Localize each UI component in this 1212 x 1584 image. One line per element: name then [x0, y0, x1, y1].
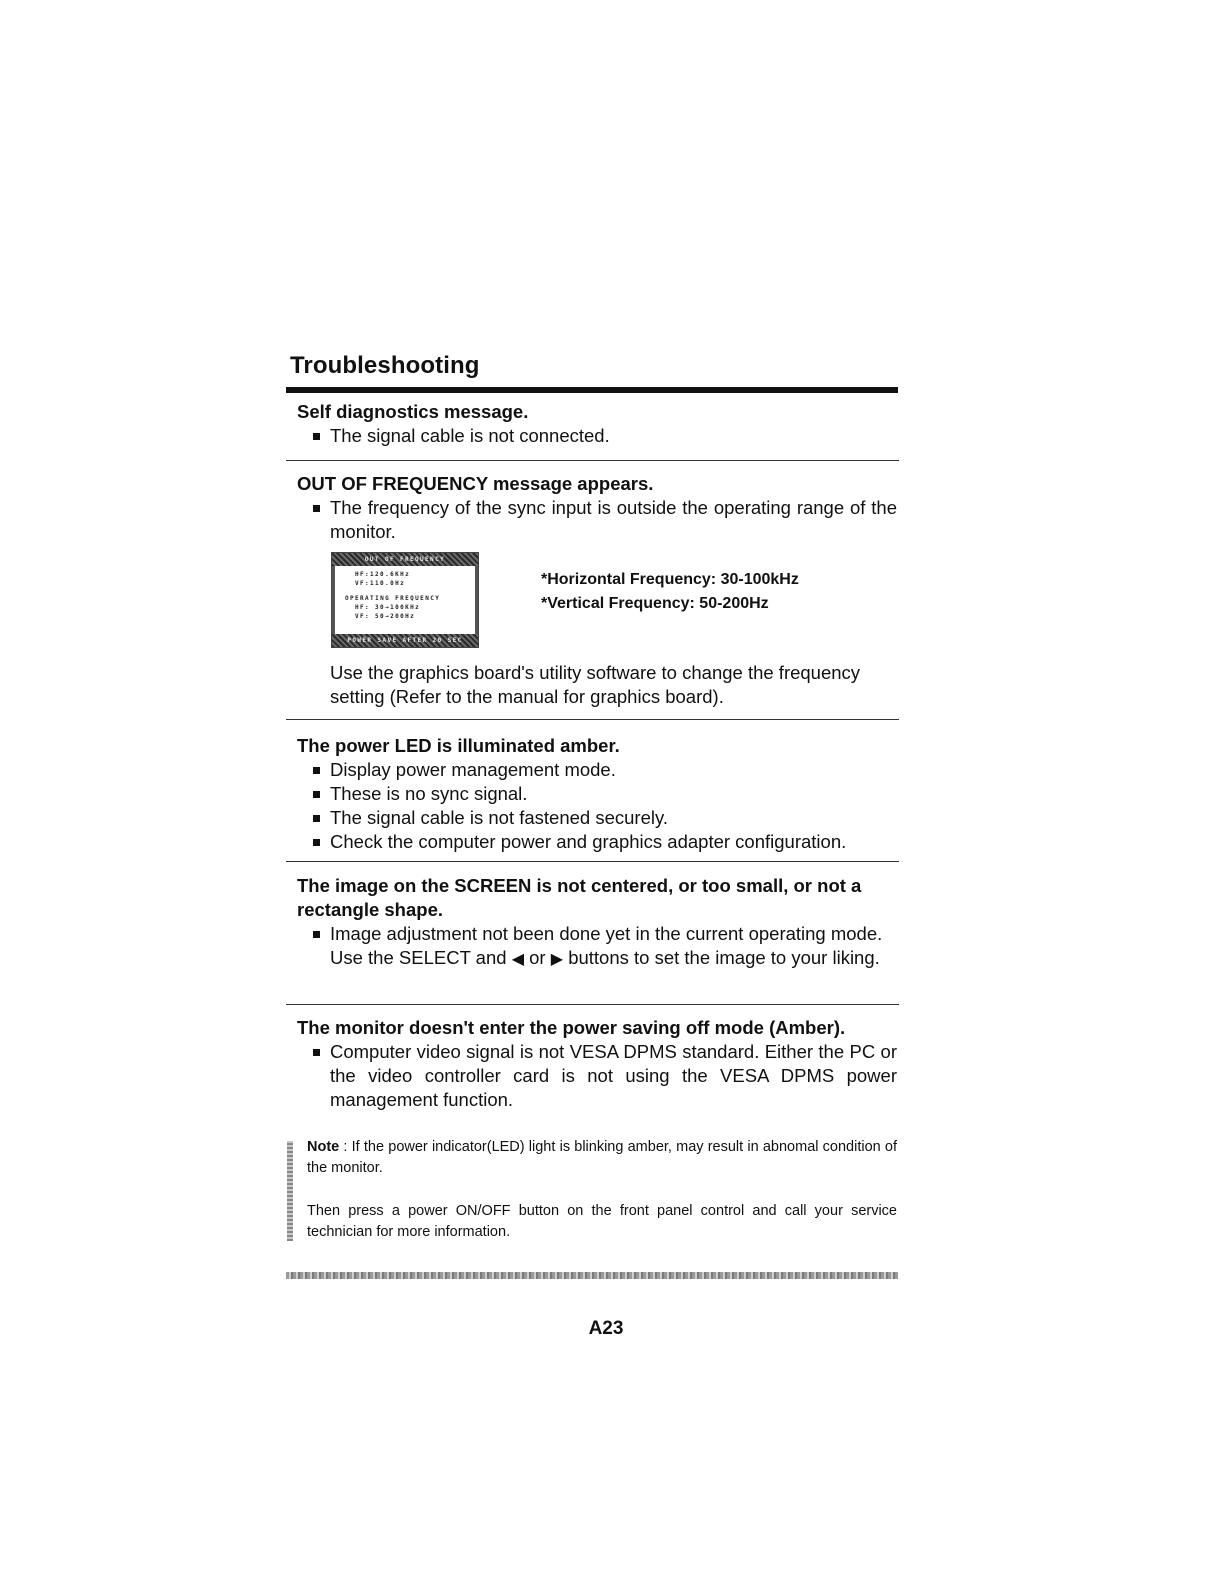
section-heading: The power LED is illuminated amber. — [297, 735, 620, 756]
osd-operating-label: OPERATING FREQUENCY — [345, 595, 441, 602]
bullet-icon — [313, 839, 320, 846]
advice-text: Use the graphics board's utility software to change the frequency setting (Refer to the manual for graphics board). — [330, 662, 861, 707]
bullet-icon — [313, 815, 320, 822]
list-item — [297, 782, 897, 806]
spec-horizontal: *Horizontal Frequency: 30-100kHz — [541, 571, 799, 588]
list-item-text: Check the computer power and graphics adapter configuration. — [330, 831, 847, 852]
section-power-led — [297, 734, 897, 854]
section-heading: OUT OF FREQUENCY message appears. — [297, 473, 654, 494]
note-label: Note — [307, 1139, 340, 1155]
osd-body — [332, 566, 478, 634]
list-item-text: These is no sync signal. — [330, 783, 528, 804]
note-text — [307, 1137, 897, 1243]
note-box — [287, 1137, 897, 1243]
bullet-icon — [313, 931, 320, 938]
note-separator: : — [339, 1139, 352, 1155]
bullet-icon — [313, 1049, 320, 1056]
section-power-saving — [297, 1016, 897, 1112]
list-item — [297, 922, 897, 972]
osd-footer: POWER SAVE AFTER 20 SEC — [332, 634, 478, 647]
title-rule — [286, 387, 898, 393]
list-item-text: The frequency of the sync input is outside the operating range of the monitor. — [330, 497, 897, 542]
osd-current-vf: VF:110.0Hz — [355, 580, 406, 587]
divider — [286, 861, 899, 862]
bullet-list — [297, 1040, 897, 1112]
note-line-2: Then press a power ON/OFF button on the front panel control and call your service technician for more information. — [307, 1203, 897, 1240]
list-item-text: Computer video signal is not VESA DPMS standard. Either the PC or the video controller card is not using the VESA DPMS power management function. — [330, 1041, 897, 1110]
spec-vertical: *Vertical Frequency: 50-200Hz — [541, 595, 769, 612]
list-item — [297, 830, 897, 854]
divider — [286, 460, 899, 461]
bullet-list — [297, 424, 897, 448]
bullet-list — [297, 496, 897, 544]
list-item — [297, 758, 897, 782]
list-item-text: buttons to set the image to your liking. — [568, 947, 880, 968]
list-item — [297, 1040, 897, 1112]
osd-range-vf: VF: 50→200Hz — [355, 613, 416, 620]
note-bar — [287, 1141, 293, 1241]
section-heading: The image on the SCREEN is not centered, or too small, or not a rectangle shape. — [297, 875, 862, 920]
page-title: Troubleshooting — [290, 352, 480, 379]
osd-message-image — [331, 552, 479, 648]
bullet-icon — [313, 791, 320, 798]
list-item-text: The signal cable is not connected. — [330, 425, 610, 446]
bottom-band — [286, 1272, 898, 1279]
bullet-icon — [313, 767, 320, 774]
divider — [286, 719, 899, 720]
right-triangle-icon: ▶ — [550, 951, 564, 968]
list-item — [297, 496, 897, 544]
page-number: A23 — [588, 1318, 624, 1339]
bullet-list — [297, 922, 897, 972]
left-triangle-icon: ◀ — [511, 951, 524, 968]
osd-current-hf: HF:120.6KHz — [355, 571, 411, 578]
section-image-not-centered — [297, 874, 897, 972]
note-line-1: If the power indicator(LED) light is blinking amber, may result in abnomal condition of the monitor. — [307, 1139, 897, 1176]
osd-range-hf: HF: 30→100KHz — [355, 604, 421, 611]
section-self-diagnostics — [297, 400, 897, 448]
osd-header: OUT OF FREQUENCY — [332, 553, 478, 566]
list-item-text: or — [529, 947, 546, 968]
list-item-text: Image adjustment not been done yet in the current operating mode. Use the SELECT and — [330, 923, 883, 968]
bullet-icon — [313, 433, 320, 440]
section-heading: Self diagnostics message. — [297, 401, 529, 422]
frequency-specs — [541, 568, 799, 616]
list-item-text: Display power management mode. — [330, 759, 616, 780]
bullet-list — [297, 758, 897, 854]
section-out-of-frequency — [297, 472, 897, 544]
list-item — [297, 424, 897, 448]
list-item — [297, 806, 897, 830]
divider — [286, 1004, 899, 1005]
bullet-icon — [313, 505, 320, 512]
section-heading: The monitor doesn't enter the power saving off mode (Amber). — [297, 1017, 846, 1038]
list-item-text: The signal cable is not fastened securely. — [330, 807, 668, 828]
